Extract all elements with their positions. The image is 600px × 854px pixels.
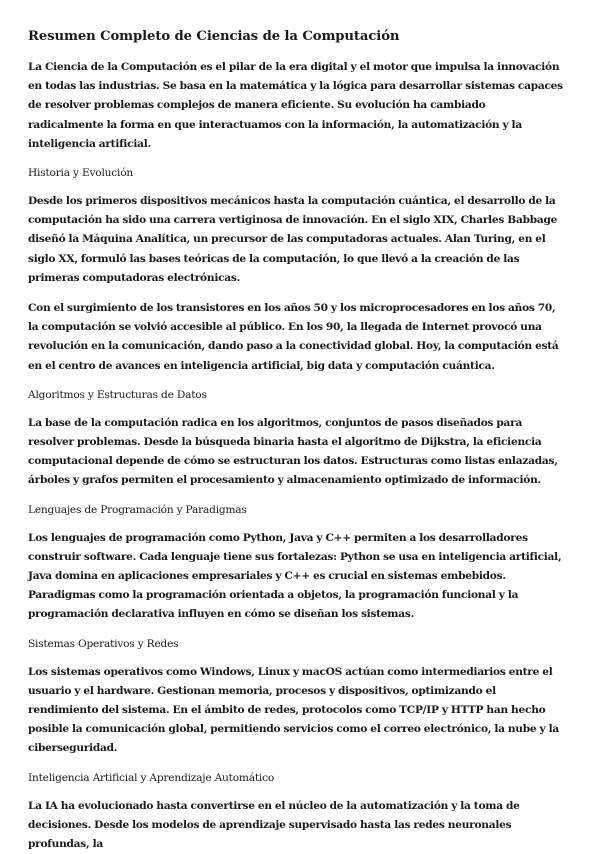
- section-heading-ia: Inteligencia Artificial y Aprendizaje Automático: [28, 771, 275, 784]
- section-heading-algoritmos: Algoritmos y Estructuras de Datos: [28, 388, 207, 401]
- lenguajes-paragraph: Los lenguajes de programación como Python, Java y C++ permiten a los desarrolladores construir software. Cada lenguaje tiene sus fortalezas: Python se usa en inteligencia artificial, Java domina en aplicaciones empresariales y C++ es crucial en sistemas embebidos. Paradigmas como la programación orientada a objetos, la programación funcional y la programación declarativa influyen en cómo se diseñan los sistemas.: [28, 531, 562, 621]
- algoritmos-paragraph: La base de la computación radica en los algoritmos, conjuntos de pasos diseñados para resolver problemas. Desde la búsqueda binaria hasta el algoritmo de Dijkstra, la eficiencia computacional depende de cómo se estructuran los datos. Estructuras como listas enlazadas, árboles y grafos permiten el procesamiento y almacenamiento optimizado de información.: [28, 416, 558, 487]
- section-heading-historia: Historia y Evolución: [28, 167, 134, 180]
- section-heading-sistemas: Sistemas Operativos y Redes: [28, 637, 179, 650]
- document-title: Resumen Completo de Ciencias de la Computación: [28, 29, 400, 44]
- ia-paragraph: La IA ha evolucionado hasta convertirse en el núcleo de la automatización y la toma de decisiones. Desde los modelos de aprendizaje supervisado hasta las redes neuronales profundas, la: [28, 799, 520, 851]
- intro-paragraph: La Ciencia de la Computación es el pilar de la era digital y el motor que impulsa la innovación en todas las industrias. Se basa en la matemática y la lógica para desarrollar sistemas capaces de resolver problemas complejos de manera eficiente. Su evolución ha cambiado radicalmente la forma en que interactuamos con la información, la automatización y la inteligencia artificial.: [28, 61, 563, 150]
- sistemas-paragraph: Los sistemas operativos como Windows, Linux y macOS actúan como intermediarios entre el usuario y el hardware. Gestionan memoria, procesos y dispositivos, optimizando el rendimiento del sistema. En el ámbito de redes, protocolos como TCP/IP y HTTP han hecho posible la comunicación global, permitiendo servicios como el correo electrónico, la nube y la ciberseguridad.: [28, 665, 559, 755]
- historia-paragraph-1: Desde los primeros dispositivos mecánicos hasta la computación cuántica, el desarrollo de la computación ha sido una carrera vertiginosa de innovación. En el siglo XIX, Charles Babbage diseñó la Máquina Analítica, un precursor de las computadoras actuales. Alan Turing, en el siglo XX, formuló las bases teóricas de la computación, lo que llevó a la creación de las primeras computadoras electrónicas.: [28, 195, 558, 284]
- section-heading-lenguajes: Lenguajes de Programación y Paradigmas: [28, 503, 247, 516]
- historia-paragraph-2: Con el surgimiento de los transistores en los años 50 y los microprocesadores en los años 70, la computación se volvió accesible al público. En los 90, la llegada de Internet provocó una revolución en la comunicación, dando paso a la conectividad global. Hoy, la computación está en el centro de avances en inteligencia artificial, big data y computación cuántica.: [28, 302, 559, 372]
